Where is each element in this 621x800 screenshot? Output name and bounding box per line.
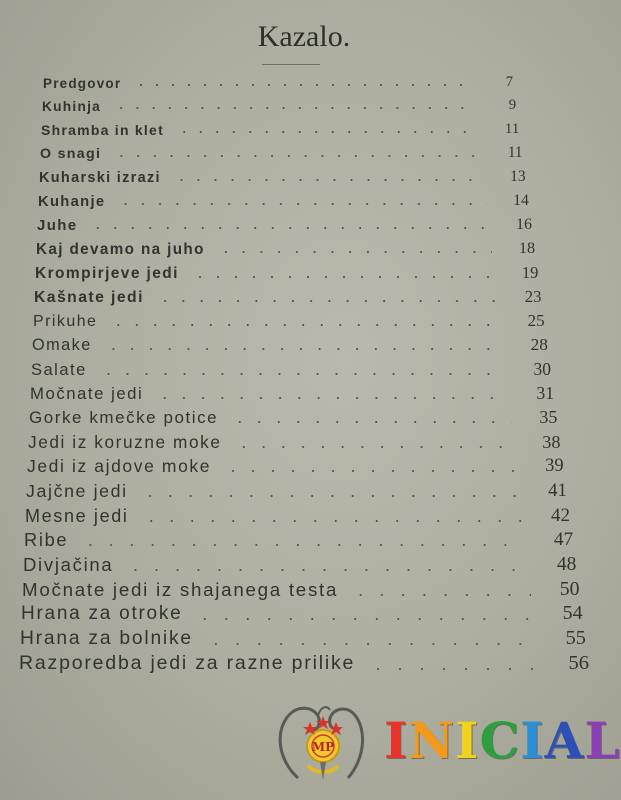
toc-entry (21, 600, 583, 625)
dot-leader (234, 446, 515, 448)
toc-entry (35, 261, 538, 283)
watermark-letter: A (544, 711, 585, 770)
emblem-icon (268, 700, 378, 782)
toc-entry-page-number: 55 (565, 627, 586, 650)
toc-entry-label: Jedi iz ajdove moke (27, 456, 212, 477)
toc-entry (20, 625, 586, 650)
toc-entry-label: Juhe (37, 217, 78, 235)
watermark-letter: L (584, 711, 621, 770)
toc-entry (24, 527, 573, 551)
page-title: Kazalo. (257, 20, 351, 53)
toc-entry-page-number: 41 (548, 479, 567, 501)
toc-entry (41, 118, 519, 138)
toc-entry-page-number: 48 (556, 553, 577, 575)
toc-entry-page-number: 47 (553, 529, 574, 551)
toc-entry (25, 503, 570, 527)
dot-leader (176, 131, 478, 133)
title-divider (262, 64, 320, 65)
toc-entry-page-number: 39 (545, 456, 564, 477)
toc-entry-label: Kuhanje (38, 194, 106, 211)
dot-leader (155, 397, 508, 399)
dot-leader (117, 203, 486, 205)
toc-entry (36, 237, 535, 258)
toc-entry-label: Hrana za bolnike (20, 628, 193, 650)
toc-entry (28, 430, 561, 453)
toc-entry-page-number: 13 (510, 168, 526, 186)
toc-entry-label: Predgovor (43, 75, 122, 91)
toc-entry-label: Jajčne jedi (26, 480, 128, 501)
toc-entry-label: Krompirjeve jedi (35, 264, 179, 282)
toc-entry-page-number: 11 (507, 144, 523, 162)
toc-entry-page-number: 28 (530, 335, 548, 355)
toc-entry (27, 454, 564, 478)
dot-leader (173, 179, 484, 181)
toc-entry (30, 381, 554, 404)
toc-entry-page-number: 18 (518, 239, 536, 258)
toc-entry (42, 95, 516, 115)
dot-leader (141, 520, 523, 522)
dot-leader (89, 227, 489, 229)
dot-leader (217, 251, 492, 253)
toc-entry-label: Gorke kmečke potice (29, 408, 219, 428)
toc-entry-label: Močnate jedi (30, 384, 144, 404)
toc-entry-page-number: 56 (568, 651, 589, 674)
watermark-letter: I (455, 711, 480, 770)
toc-entry-page-number: 19 (521, 262, 539, 282)
toc-entry-label: O snagi (40, 146, 102, 163)
toc-entry-page-number: 30 (533, 358, 551, 379)
toc-entry-label: Omake (32, 336, 92, 355)
toc-entry (26, 478, 567, 502)
dot-leader (109, 324, 500, 326)
toc-entry (38, 190, 529, 211)
toc-entry-label: Jedi iz koruzne moke (28, 431, 222, 452)
toc-entry-page-number: 25 (527, 311, 545, 331)
dot-leader (156, 300, 498, 302)
toc-entry (31, 357, 551, 380)
toc-entry-label: Ribe (24, 529, 69, 551)
toc-entry-page-number: 54 (562, 602, 583, 625)
dot-leader (191, 276, 495, 278)
toc-entry (37, 213, 532, 234)
toc-entry (33, 309, 545, 331)
toc-entry (19, 649, 589, 675)
toc-entry-page-number: 11 (504, 121, 520, 138)
toc-entry-page-number: 23 (524, 286, 542, 306)
toc-entry-page-number: 14 (513, 192, 529, 210)
dot-leader (230, 421, 511, 423)
toc-entry-page-number: 42 (551, 504, 570, 526)
toc-entry (43, 71, 513, 91)
toc-entry-page-number: 9 (508, 97, 517, 114)
dot-leader (367, 668, 539, 670)
dot-leader (104, 348, 503, 350)
toc-entry (29, 405, 557, 428)
watermark-text (384, 713, 621, 769)
toc-entry-label: Hrana za otroke (21, 603, 183, 625)
toc-entry (23, 551, 576, 576)
toc-entry-page-number: 38 (542, 431, 561, 452)
toc-entry-label: Kuhinja (42, 99, 101, 115)
watermark-letter: I (520, 711, 545, 770)
dot-leader (113, 107, 476, 109)
toc-entry-label: Kašnate jedi (34, 288, 144, 306)
dot-leader (99, 373, 506, 375)
toc-entry (32, 333, 548, 355)
toc-entry-page-number: 31 (536, 383, 555, 404)
toc-entry (40, 142, 523, 162)
svg-text:MP: MP (311, 740, 335, 754)
dot-leader (140, 495, 520, 497)
watermark-letter: C (479, 711, 521, 770)
toc-entry-label: Salate (31, 360, 87, 379)
inicial-watermark-logo (268, 700, 621, 782)
dot-leader (113, 155, 481, 157)
toc-entry-page-number: 16 (516, 216, 532, 234)
toc-entry-label: Kaj devamo na juho (36, 241, 205, 259)
toc-entry-page-number: 35 (539, 407, 558, 428)
toc-entry-label: Razporedba jedi za razne prilike (19, 651, 356, 674)
toc-entry-page-number: 7 (505, 73, 513, 90)
toc-entry (34, 285, 542, 307)
toc-entry-label: Shramba in klet (41, 122, 165, 139)
dot-leader (133, 84, 473, 86)
dot-leader (125, 569, 528, 571)
dot-leader (80, 544, 525, 546)
toc-entry-label: Divjačina (23, 553, 114, 575)
dot-leader (223, 470, 517, 472)
watermark-letter: I (384, 711, 409, 770)
toc-entry-page-number: 50 (559, 577, 580, 600)
toc-entry-label: Močnate jedi iz shajanega testa (22, 578, 339, 600)
dot-leader (194, 618, 533, 620)
dot-leader (350, 594, 531, 596)
toc-entry (39, 166, 526, 187)
watermark-letter: N (408, 711, 456, 770)
toc-entry-label: Mesne jedi (25, 505, 129, 526)
toc-entry-label: Kuharski izrazi (39, 170, 161, 187)
toc-entry (22, 576, 580, 601)
toc-entry-label: Prikuhe (33, 313, 98, 331)
dot-leader (205, 643, 536, 645)
